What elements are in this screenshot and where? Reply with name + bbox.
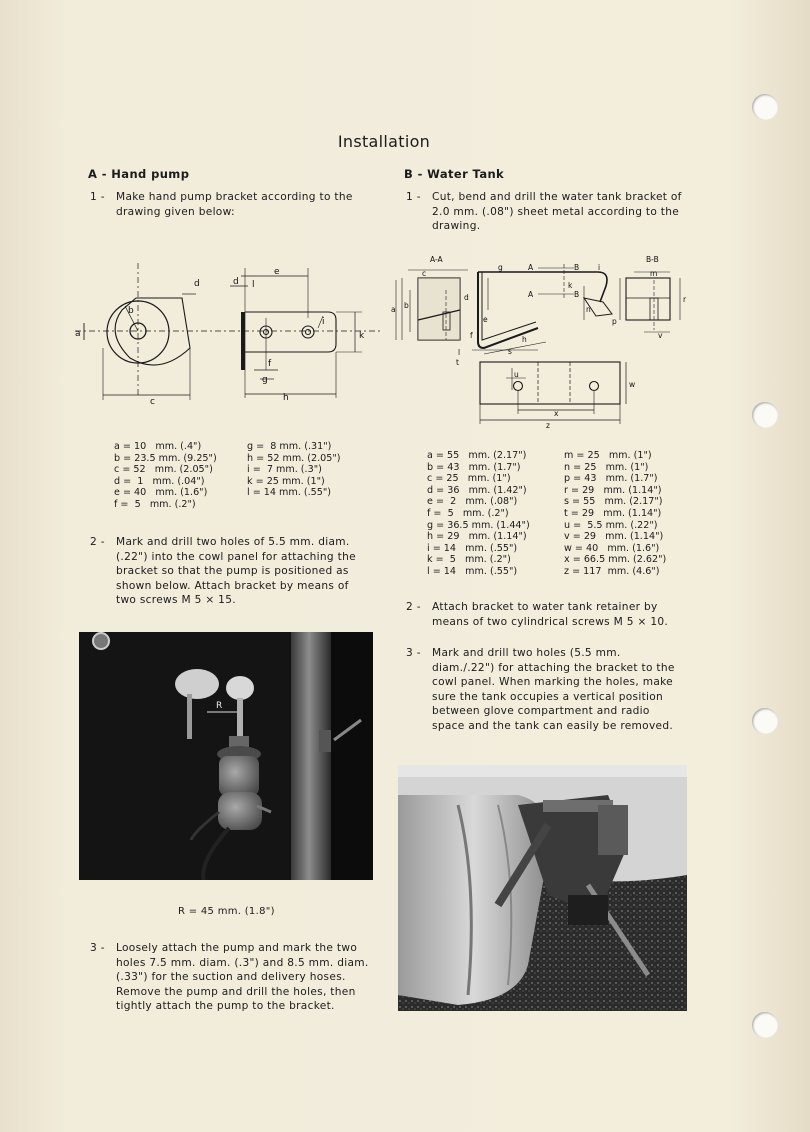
step-text: Make hand pump bracket according to the drawing given below:	[116, 191, 353, 218]
section-b-step-2	[406, 600, 684, 629]
dim-label-i: i	[322, 317, 325, 327]
spec-row: b = 23.5 mm. (9.25")	[114, 452, 217, 464]
water-tank-photo	[398, 765, 687, 1011]
dim-label-u: u	[514, 370, 519, 379]
punch-hole	[752, 402, 778, 428]
spec-row: e = 40 mm. (1.6")	[114, 487, 208, 499]
punch-hole	[752, 708, 778, 734]
spec-row: f = 5 mm. (.2")	[114, 498, 196, 510]
section-a-step-2	[90, 535, 368, 608]
punch-hole	[752, 1012, 778, 1038]
spec-row: d = 36 mm. (1.42")	[427, 484, 527, 496]
dim-label-i: i	[598, 263, 601, 272]
spec-row: k = 5 mm. (.2")	[427, 554, 511, 566]
spec-row: l = 14 mm. (.55")	[427, 565, 518, 577]
section-b-specs-right	[564, 450, 666, 578]
dim-label-h: h	[522, 335, 527, 344]
dim-label-d: d	[194, 279, 200, 289]
dim-label-b: b	[128, 306, 134, 316]
spec-row: r = 29 mm. (1.14")	[564, 484, 662, 496]
dim-label-f: f	[268, 359, 272, 369]
dim-label-e: e	[274, 267, 280, 277]
dim-label-l: l	[458, 348, 461, 357]
section-b-step-1	[406, 190, 684, 234]
dim-label-t: t	[456, 358, 459, 367]
punch-hole	[752, 94, 778, 120]
dim-label-k: k	[359, 331, 365, 341]
step-text: Mark and drill two holes (5.5 mm. diam./.22") for attaching the bracket to the cowl panel. When marking the holes, make sure the tank occupies a vertical position between glove compartment and radio space and the tank can easily be removed.	[432, 647, 675, 732]
dim-label-l: l	[252, 280, 255, 290]
dim-label-k: k	[568, 281, 573, 290]
photo-label-r: R	[216, 701, 223, 711]
step-number: 3 -	[90, 942, 105, 954]
spec-row: i = 14 mm. (.55")	[427, 542, 518, 554]
spec-row: g = 36.5 mm. (1.44")	[427, 519, 530, 531]
section-label-aa: A-A	[430, 255, 443, 264]
dim-label-w: w	[629, 380, 636, 389]
dim-label-b: b	[404, 301, 409, 310]
spec-row: h = 52 mm. (2.05")	[247, 452, 341, 464]
dim-label-d: d	[464, 293, 469, 302]
cut-label-b: B	[574, 263, 580, 272]
dim-label-e: e	[483, 315, 488, 324]
dim-label-a: a	[75, 329, 81, 339]
spec-row: u = 5.5 mm. (.22")	[564, 519, 658, 531]
spec-row: m = 25 mm. (1")	[564, 450, 652, 461]
spec-row: n = 25 mm. (1")	[564, 461, 649, 473]
dim-label-r: r	[683, 295, 687, 304]
hand-pump-photo	[79, 632, 373, 880]
section-b-step-3	[406, 646, 684, 734]
hand-pump-bracket-drawing	[70, 258, 390, 408]
dim-label-g: g	[262, 375, 268, 385]
spec-row: l = 14 mm. (.55")	[247, 487, 332, 499]
spec-row: d = 1 mm. (.04")	[114, 475, 205, 487]
spec-row: e = 2 mm. (.08")	[427, 496, 518, 508]
step-number: 3 -	[406, 647, 421, 659]
spec-row: v = 29 mm. (1.14")	[564, 531, 664, 543]
page-title: Installation	[337, 132, 431, 151]
step-text: Cut, bend and drill the water tank bracket of 2.0 mm. (.08") sheet metal according to the drawing.	[432, 191, 682, 233]
step-number: 1 -	[406, 191, 421, 203]
spec-row: w = 40 mm. (1.6")	[564, 542, 660, 554]
section-b-heading: B - Water Tank	[404, 167, 505, 181]
dim-label-x: x	[554, 409, 559, 418]
water-tank-bracket-drawing	[388, 250, 698, 430]
dim-label-a: a	[391, 305, 396, 314]
section-b-specs-left	[427, 450, 530, 578]
spec-row: t = 29 mm. (1.14")	[564, 507, 662, 519]
spec-row: g = 8 mm. (.31")	[247, 441, 332, 452]
spec-row: c = 52 mm. (2.05")	[114, 464, 213, 476]
spec-row: b = 43 mm. (1.7")	[427, 461, 521, 473]
dim-label-m: m	[650, 269, 658, 278]
dim-label-v: v	[658, 331, 663, 340]
dim-label-c: c	[150, 397, 155, 407]
section-a-step-3	[90, 941, 372, 1014]
cut-label-b2: B	[574, 290, 580, 299]
step-text: Attach bracket to water tank retainer by means of two cylindrical screws M 5 × 10.	[432, 601, 669, 628]
dim-label-h: h	[283, 393, 289, 403]
spec-row: z = 117 mm. (4.6")	[564, 565, 660, 577]
cut-label-a2: A	[528, 290, 534, 299]
spec-row: p = 43 mm. (1.7")	[564, 473, 658, 485]
section-label-bb: B-B	[646, 255, 659, 264]
step-number: 1 -	[90, 191, 105, 203]
dim-label-f: f	[470, 331, 473, 340]
step-number: 2 -	[406, 601, 421, 613]
spec-row: f = 5 mm. (.2")	[427, 507, 509, 519]
section-a-step-1	[90, 190, 368, 219]
step-number: 2 -	[90, 536, 105, 548]
spec-row: a = 55 mm. (2.17")	[427, 450, 527, 461]
spec-row: c = 25 mm. (1")	[427, 473, 511, 485]
spec-row: a = 10 mm. (.4")	[114, 441, 202, 452]
spec-row: k = 25 mm. (1")	[247, 475, 325, 487]
photo-caption: R = 45 mm. (1.8")	[178, 906, 275, 917]
section-a-heading: A - Hand pump	[88, 167, 190, 181]
dim-label-d2: d	[233, 277, 239, 287]
cut-label-a: A	[528, 263, 534, 272]
dim-label-s: s	[508, 347, 512, 356]
dim-label-p: p	[612, 317, 617, 326]
spec-row: s = 55 mm. (2.17")	[564, 496, 663, 508]
section-a-specs-left	[114, 441, 217, 511]
dim-label-z: z	[546, 421, 550, 430]
spec-row: i = 7 mm. (.3")	[247, 464, 322, 476]
dim-label-c: c	[422, 269, 427, 278]
step-text: Mark and drill two holes of 5.5 mm. diam. (.22") into the cowl panel for attaching the bracket so that the pump is positioned as shown below. Attach bracket by means of two screws M 5 × 15.	[116, 536, 356, 607]
section-a-specs-right	[247, 441, 341, 499]
spec-row: h = 29 mm. (1.14")	[427, 531, 527, 543]
dim-label-g: g	[498, 263, 503, 272]
step-text: Loosely attach the pump and mark the two holes 7.5 mm. diam. (.3") and 8.5 mm. diam. (.33") for the suction and delivery hoses. Remove the pump and drill the holes, then tightly attach the pump to the bracket.	[116, 942, 369, 1013]
spec-row: x = 66.5 mm. (2.62")	[564, 554, 667, 566]
dim-label-n: n	[586, 305, 591, 314]
